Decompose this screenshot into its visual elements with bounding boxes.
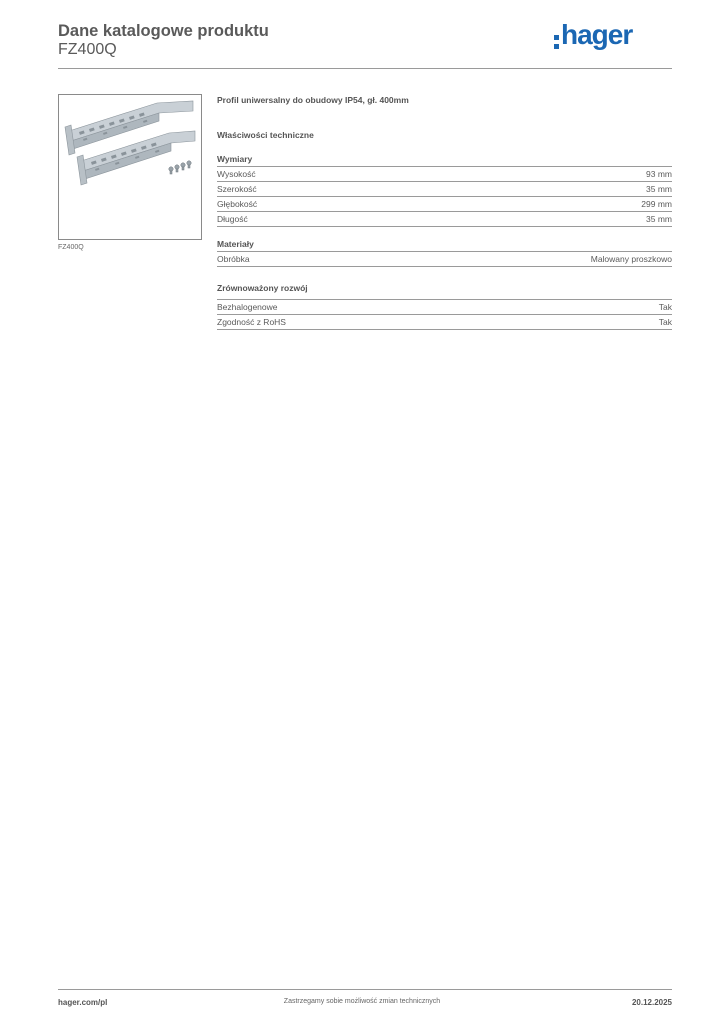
property-label: Obróbka bbox=[217, 254, 250, 264]
product-code: FZ400Q bbox=[58, 41, 117, 58]
property-value: Tak bbox=[658, 302, 672, 312]
hager-logo bbox=[554, 19, 654, 59]
property-label: Długość bbox=[217, 214, 248, 224]
image-caption: FZ400Q bbox=[58, 244, 84, 251]
property-value: 299 mm bbox=[641, 199, 672, 209]
property-label: Wysokość bbox=[217, 169, 256, 179]
footer-date: 20.12.2025 bbox=[631, 998, 672, 1007]
property-value: Malowany proszkowo bbox=[590, 254, 672, 264]
table-row bbox=[217, 167, 672, 182]
property-label: Bezhalogenowe bbox=[217, 302, 278, 312]
property-label: Głębokość bbox=[217, 199, 258, 209]
footer-disclaimer: Zastrzegamy sobie możliwość zmian technicznych bbox=[283, 998, 441, 1005]
property-label: Szerokość bbox=[217, 184, 257, 194]
logo-wordmark: hager bbox=[561, 19, 633, 50]
property-value: 93 mm bbox=[646, 169, 672, 179]
header-divider bbox=[58, 68, 672, 69]
page-title: Dane katalogowe produktu bbox=[58, 22, 269, 40]
product-details bbox=[217, 95, 672, 330]
dimensions-heading: Wymiary bbox=[217, 154, 672, 167]
table-row bbox=[217, 252, 672, 267]
product-description: Profil uniwersalny do obudowy IP54, gł. 400mm bbox=[217, 95, 409, 105]
property-value: Tak bbox=[658, 317, 672, 327]
sustainability-heading: Zrównoważony rozwój bbox=[217, 283, 672, 300]
property-value: 35 mm bbox=[646, 184, 672, 194]
property-value: 35 mm bbox=[646, 214, 672, 224]
page-header bbox=[58, 20, 672, 68]
table-row bbox=[217, 212, 672, 227]
product-image bbox=[58, 94, 202, 240]
table-row bbox=[217, 182, 672, 197]
technical-properties-heading: Właściwości techniczne bbox=[217, 130, 314, 140]
property-label: Zgodność z RoHS bbox=[217, 317, 286, 327]
table-row bbox=[217, 315, 672, 330]
footer-divider bbox=[58, 989, 672, 990]
table-row bbox=[217, 300, 672, 315]
materials-heading: Materiały bbox=[217, 239, 672, 252]
logo-dots-icon bbox=[554, 35, 560, 53]
table-row bbox=[217, 197, 672, 212]
footer-website-link[interactable]: hager.com/pl bbox=[58, 998, 108, 1007]
mounting-rails-illustration bbox=[59, 95, 201, 239]
